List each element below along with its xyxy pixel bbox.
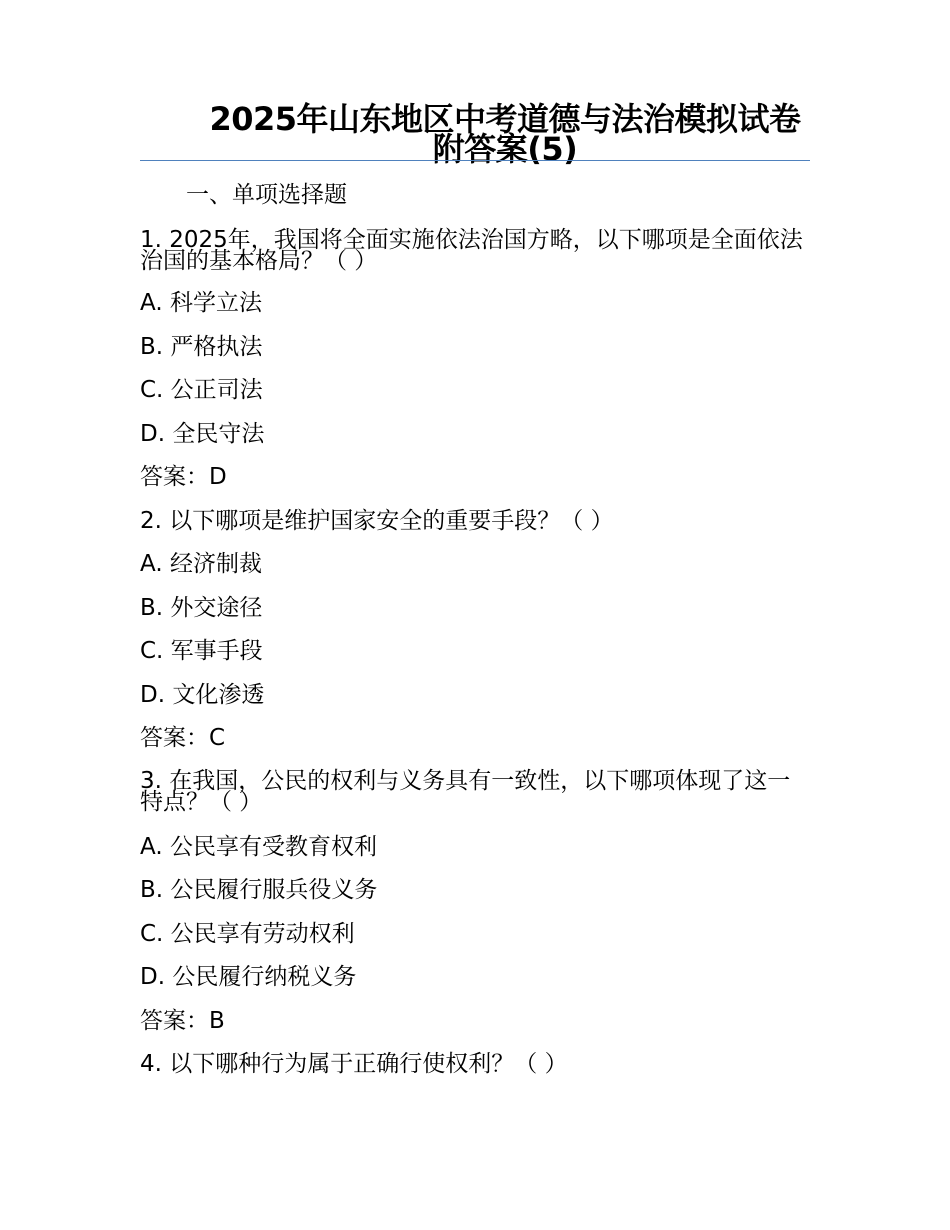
section-heading: 一、单项选择题: [186, 182, 347, 208]
question-1-option-a: A. 科学立法: [140, 290, 262, 316]
title-underline: [140, 160, 810, 161]
question-1-answer: 答案：D: [140, 464, 227, 490]
question-1-option-c: C. 公正司法: [140, 377, 263, 403]
document-title: 2025年山东地区中考道德与法治模拟试卷附答案(5): [209, 100, 801, 168]
question-1-option-b: B. 严格执法: [140, 334, 263, 360]
question-3-answer: 答案：B: [140, 1008, 225, 1034]
question-3-option-c: C. 公民享有劳动权利: [140, 921, 355, 947]
question-2-option-d: D. 文化渗透: [140, 682, 265, 708]
question-2-option-b: B. 外交途径: [140, 595, 263, 621]
question-2-answer: 答案：C: [140, 725, 226, 751]
question-1-option-d: D. 全民守法: [140, 421, 265, 447]
question-2-option-a: A. 经济制裁: [140, 551, 262, 577]
question-stem-4: 4. 以下哪种行为属于正确行使权利？（ ）: [140, 1051, 568, 1077]
question-2-option-c: C. 军事手段: [140, 638, 263, 664]
question-3-option-b: B. 公民履行服兵役义务: [140, 877, 378, 903]
question-stem-1: 1. 2025年，我国将全面实施依法治国方略，以下哪项是全面依法治国的基本格局？（ ）: [140, 227, 803, 274]
question-3-option-a: A. 公民享有受教育权利: [140, 834, 377, 860]
question-3-option-d: D. 公民履行纳税义务: [140, 964, 357, 990]
question-stem-2: 2. 以下哪项是维护国家安全的重要手段？（ ）: [140, 508, 614, 534]
question-stem-3: 3. 在我国，公民的权利与义务具有一致性，以下哪项体现了这一特点？（ ）: [140, 768, 791, 815]
